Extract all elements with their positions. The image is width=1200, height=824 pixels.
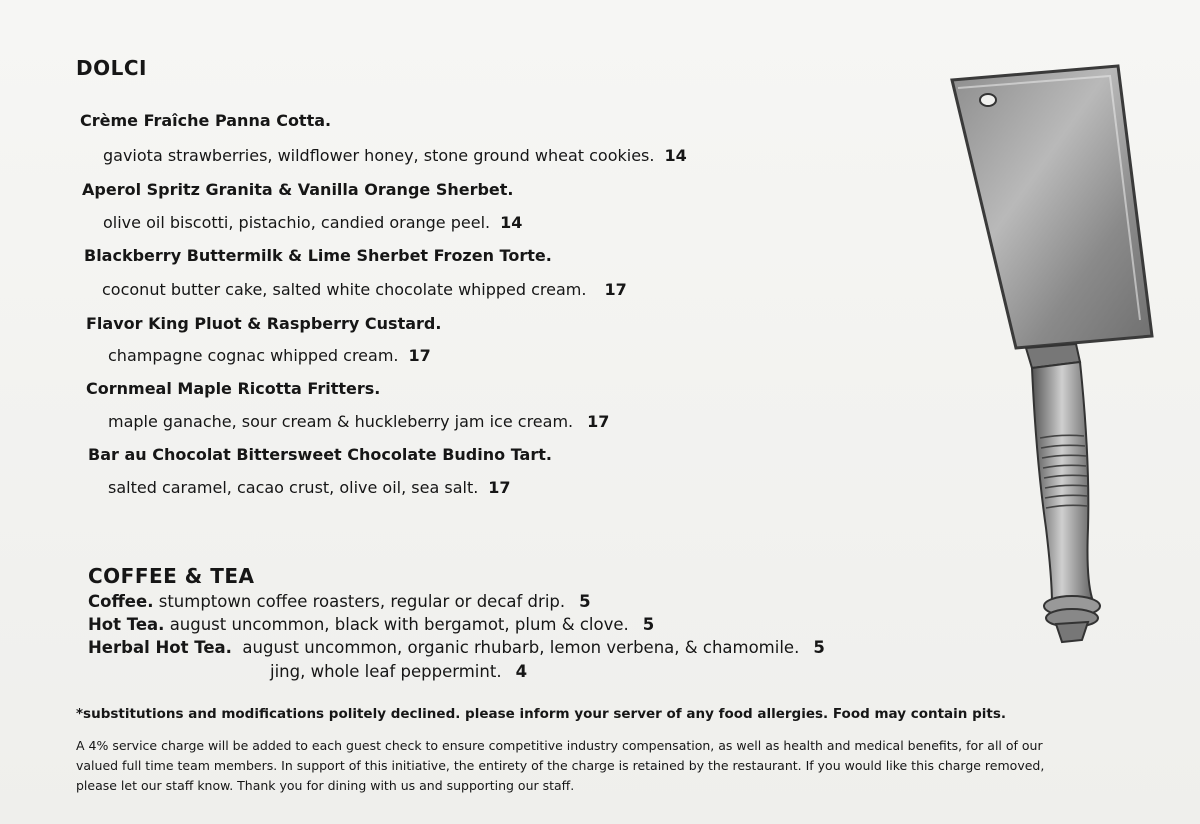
dolci-item-5-desc: maple ganache, sour cream & huckleberry jam ice cream. 17 <box>108 412 610 431</box>
coffee-item-3-price: 5 <box>813 638 825 657</box>
dolci-item-1-name: Crème Fraîche Panna Cotta. <box>80 111 332 130</box>
service-charge-note <box>76 736 1176 796</box>
service-line-2: valued full time team members. In support of this initiative, the entirety of the charge is retained by the restaurant. If you would like this charge removed, <box>76 758 1045 773</box>
dolci-heading: DOLCI <box>76 56 147 80</box>
dolci-item-6-price: 17 <box>488 478 511 497</box>
coffee-item-1-price: 5 <box>579 592 591 611</box>
dolci-item-2-desc: olive oil biscotti, pistachio, candied orange peel. 14 <box>103 213 523 232</box>
substitutions-note: *substitutions and modifications politely declined. please inform your server of any food allergies. Food may contain pits. <box>76 706 1007 722</box>
dolci-item-5-price: 17 <box>587 412 610 431</box>
dolci-item-6-desc: salted caramel, cacao crust, olive oil, sea salt. 17 <box>108 478 511 497</box>
service-line-1: A 4% service charge will be added to each guest check to ensure competitive industry compensation, as well as health and medical benefits, for all of our <box>76 738 1043 753</box>
coffee-item-3-extra-price: 4 <box>515 662 528 681</box>
dolci-item-6-name: Bar au Chocolat Bittersweet Chocolate Budino Tart. <box>88 445 552 464</box>
coffee-tea-heading: COFFEE & TEA <box>88 564 255 588</box>
service-line-3: please let our staff know. Thank you for dining with us and supporting our staff. <box>76 778 575 793</box>
dolci-item-3-price: 17 <box>604 280 627 299</box>
dolci-item-5-name: Cornmeal Maple Ricotta Fritters. <box>86 379 381 398</box>
coffee-item-3: Herbal Hot Tea. august uncommon, organic rhubarb, lemon verbena, & chamomile. 5 <box>88 638 825 657</box>
coffee-item-2-price: 5 <box>642 615 655 634</box>
dolci-item-2-price: 14 <box>500 213 523 232</box>
dolci-item-4-price: 17 <box>408 346 431 365</box>
dolci-item-4-desc: champagne cognac whipped cream. 17 <box>108 346 431 365</box>
dolci-item-2-name: Aperol Spritz Granita & Vanilla Orange Sherbet. <box>82 180 514 199</box>
dolci-item-3-desc: coconut butter cake, salted white chocolate whipped cream. 17 <box>102 280 627 299</box>
coffee-item-3-extra: jing, whole leaf peppermint. 4 <box>270 662 528 681</box>
dolci-item-4-name: Flavor King Pluot & Raspberry Custard. <box>86 314 442 333</box>
dolci-item-1-price: 14 <box>664 146 687 165</box>
coffee-item-2: Hot Tea. august uncommon, black with bergamot, plum & clove. 5 <box>88 615 655 634</box>
coffee-item-1: Coffee. stumptown coffee roasters, regular or decaf drip. 5 <box>88 592 591 611</box>
cleaver-icon <box>940 58 1160 648</box>
dolci-item-1-desc: gaviota strawberries, wildflower honey, stone ground wheat cookies. 14 <box>103 146 687 165</box>
dolci-item-3-name: Blackberry Buttermilk & Lime Sherbet Frozen Torte. <box>84 246 552 265</box>
